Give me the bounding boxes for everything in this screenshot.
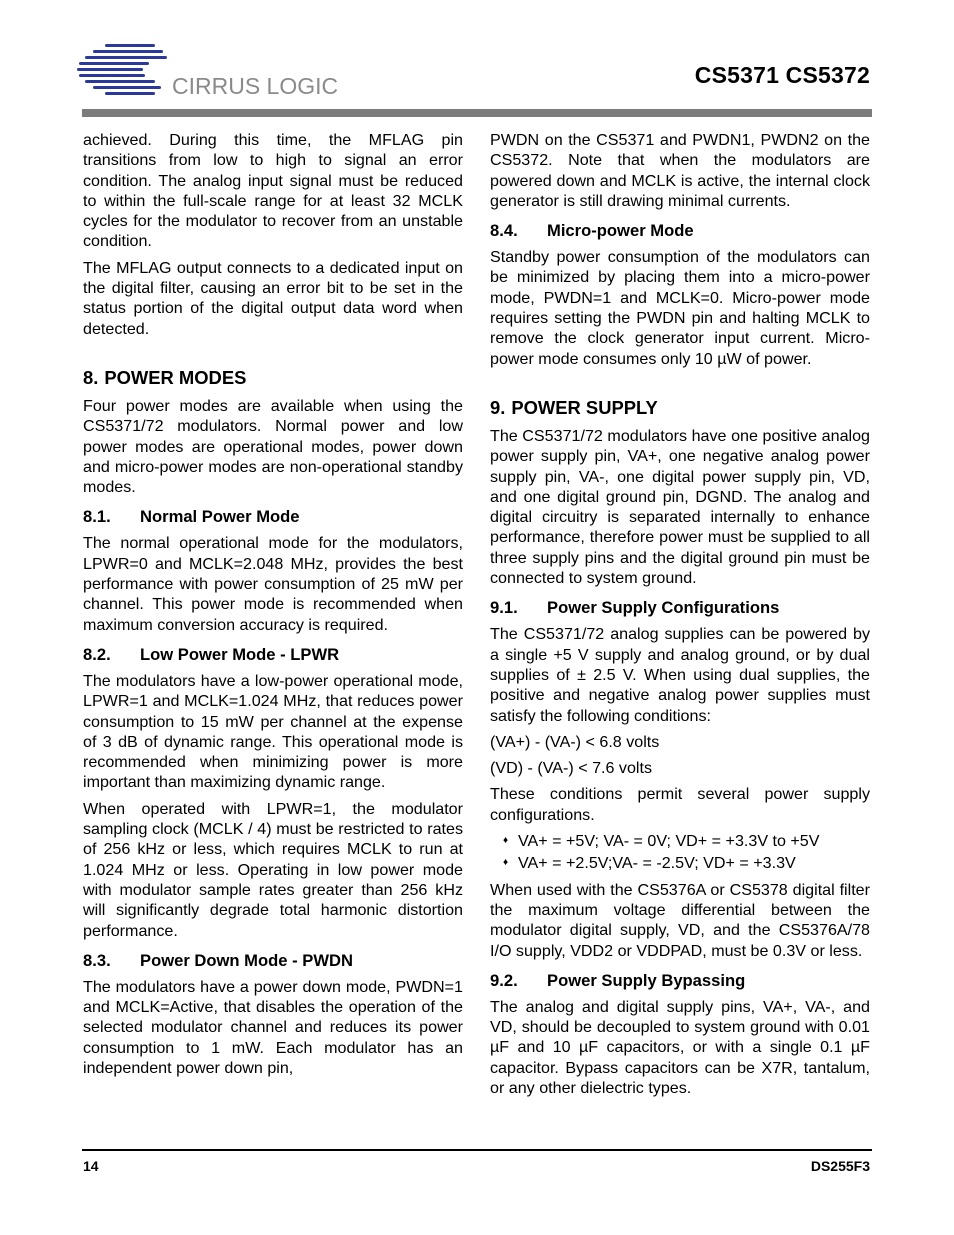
paragraph: When used with the CS5376A or CS5378 digital filter the maximum voltage differential between the modulator digital supply, VD, and the CS5376A/78 I/O supply, VDD2 or VDDPAD, must be 0.3V or less. — [490, 880, 870, 960]
subsection-number: 8.4. — [490, 221, 518, 241]
paragraph: Four power modes are available when using the CS5371/72 modulators. Normal power and low power modes are operational modes, power down and micro-power modes are non-operational standby modes. — [83, 396, 463, 497]
right-column — [490, 130, 870, 1104]
paragraph: Standby power consumption of the modulators can be minimized by placing them into a micro-power mode, PWDN=1 and MCLK=0. Micro-power mode requires setting the PWDN pin and halting MCLK to remove the clock generator input current. Micro-power mode consumes only 10 µW of power. — [490, 248, 870, 368]
subsection-title: Low Power Mode - LPWR — [140, 644, 340, 664]
section-number: 9. — [490, 396, 506, 418]
condition-line: (VA+) - (VA-) < 6.8 volts — [490, 732, 660, 751]
left-column — [83, 130, 463, 1084]
subsection-number: 9.2. — [490, 970, 518, 990]
paragraph: When operated with LPWR=1, the modulator sampling clock (MCLK / 4) must be restricted to rates of 256 kHz or less, which requires MCLK to run at 1.024 MHz or less. Operating in low power mode with modulator sample rates greater than 256 kHz will significantly degrade total harmonic distortion performance. — [83, 799, 463, 940]
diamond-bullet-icon: ♦ — [503, 857, 509, 869]
document-id: DS255F3 — [810, 1158, 870, 1174]
subsection-heading-8-1 — [83, 507, 463, 527]
subsection-title: Normal Power Mode — [140, 507, 300, 527]
subsection-number: 8.1. — [83, 507, 111, 527]
logo-wordmark: CIRRUS LOGIC — [172, 73, 339, 99]
subsection-heading-9-2 — [490, 971, 870, 991]
list-item-text: VA+ = +5V; VA- = 0V; VD+ = +3.3V to +5V — [518, 832, 820, 851]
footer-rule — [82, 1149, 872, 1151]
paragraph: These conditions permit several power supply configurations. — [490, 785, 870, 824]
paragraph: The CS5371/72 analog supplies can be powered by a single +5 V supply and analog ground, or by dual supplies of ± 2.5 V. When using dual supplies, the positive and negative analog power supplies must satisfy the following conditions: — [490, 625, 870, 725]
paragraph: The modulators have a low-power operational mode, LPWR=1 and MCLK=1.024 MHz, that reduces power consumption to 15 mW per channel at the expense of 3 dB of dynamic range. This operational mode is recommended when minimizing power is more important than maximizing dynamic range. — [83, 671, 463, 792]
page-number: 14 — [83, 1158, 99, 1174]
document-title: CS5371 CS5372 — [694, 62, 870, 88]
diamond-bullet-icon: ♦ — [503, 835, 509, 847]
subsection-title: Micro-power Mode — [547, 221, 694, 241]
section-title: POWER MODES — [104, 366, 247, 388]
subsection-heading-8-4 — [490, 221, 870, 241]
section-heading-9 — [490, 397, 870, 419]
cirrus-logo-icon — [75, 40, 345, 102]
paragraph: The MFLAG output connects to a dedicated input on the digital filter, causing an error bit to be set in the status portion of the digital output data word when detected. — [83, 258, 463, 338]
paragraph: The modulators have a power down mode, PWDN=1 and MCLK=Active, that disables the operation of the selected modulator channel and reduces its power consumption to 1 mW. Each modulator has an independent power down pin, — [83, 977, 463, 1077]
subsection-number: 8.3. — [83, 950, 111, 970]
list-item — [490, 831, 870, 851]
list-item-text: VA+ = +2.5V;VA- = -2.5V; VD+ = +3.3V — [518, 854, 796, 873]
subsection-title: Power Down Mode - PWDN — [140, 950, 353, 970]
header-rule — [82, 109, 872, 117]
section-heading-8 — [83, 367, 463, 389]
subsection-title: Power Supply Configurations — [547, 598, 780, 618]
paragraph: achieved. During this time, the MFLAG pin transitions from low to high to signal an error condition. The analog input signal must be reduced to within the full-scale range for at least 32 MCLK cycles for the modulator to recover from an unstable condition. — [83, 131, 463, 251]
subsection-heading-8-3 — [83, 951, 463, 971]
section-title: POWER SUPPLY — [511, 396, 658, 418]
list-item — [490, 853, 870, 873]
subsection-title: Power Supply Bypassing — [547, 970, 746, 990]
paragraph: The normal operational mode for the modulators, LPWR=0 and MCLK=2.048 MHz, provides the best performance with power consumption of 25 mW per channel. This power mode is recommended when maximum conversion accuracy is required. — [83, 534, 463, 634]
paragraph: PWDN on the CS5371 and PWDN1, PWDN2 on the CS5372. Note that when the modulators are powered down and MCLK is active, the internal clock generator is still drawing minimal currents. — [490, 131, 870, 210]
cirrus-logic-logo — [75, 40, 345, 102]
paragraph: The analog and digital supply pins, VA+, VA-, and VD, should be decoupled to system ground with 0.01 µF and 10 µF capacitors, or with a single 0.1 µF capacitor. Bypass capacitors can be X7R, tantalum, or any other dielectric types. — [490, 997, 870, 1097]
section-number: 8. — [83, 366, 99, 388]
subsection-heading-9-1 — [490, 598, 870, 618]
paragraph: The CS5371/72 modulators have one positive analog power supply pin, VA+, one negative analog power supply pin, VA-, one digital power supply pin, VD, and one digital ground pin, DGND. The analog and digital circuitry is separated internally to enhance performance, therefore power must be supplied to all three supply pins and the digital ground pin must be connected to system ground. — [490, 426, 870, 588]
condition-line: (VD) - (VA-) < 7.6 volts — [490, 759, 653, 778]
subsection-number: 8.2. — [83, 644, 111, 664]
subsection-number: 9.1. — [490, 598, 518, 618]
subsection-heading-8-2 — [83, 645, 463, 665]
